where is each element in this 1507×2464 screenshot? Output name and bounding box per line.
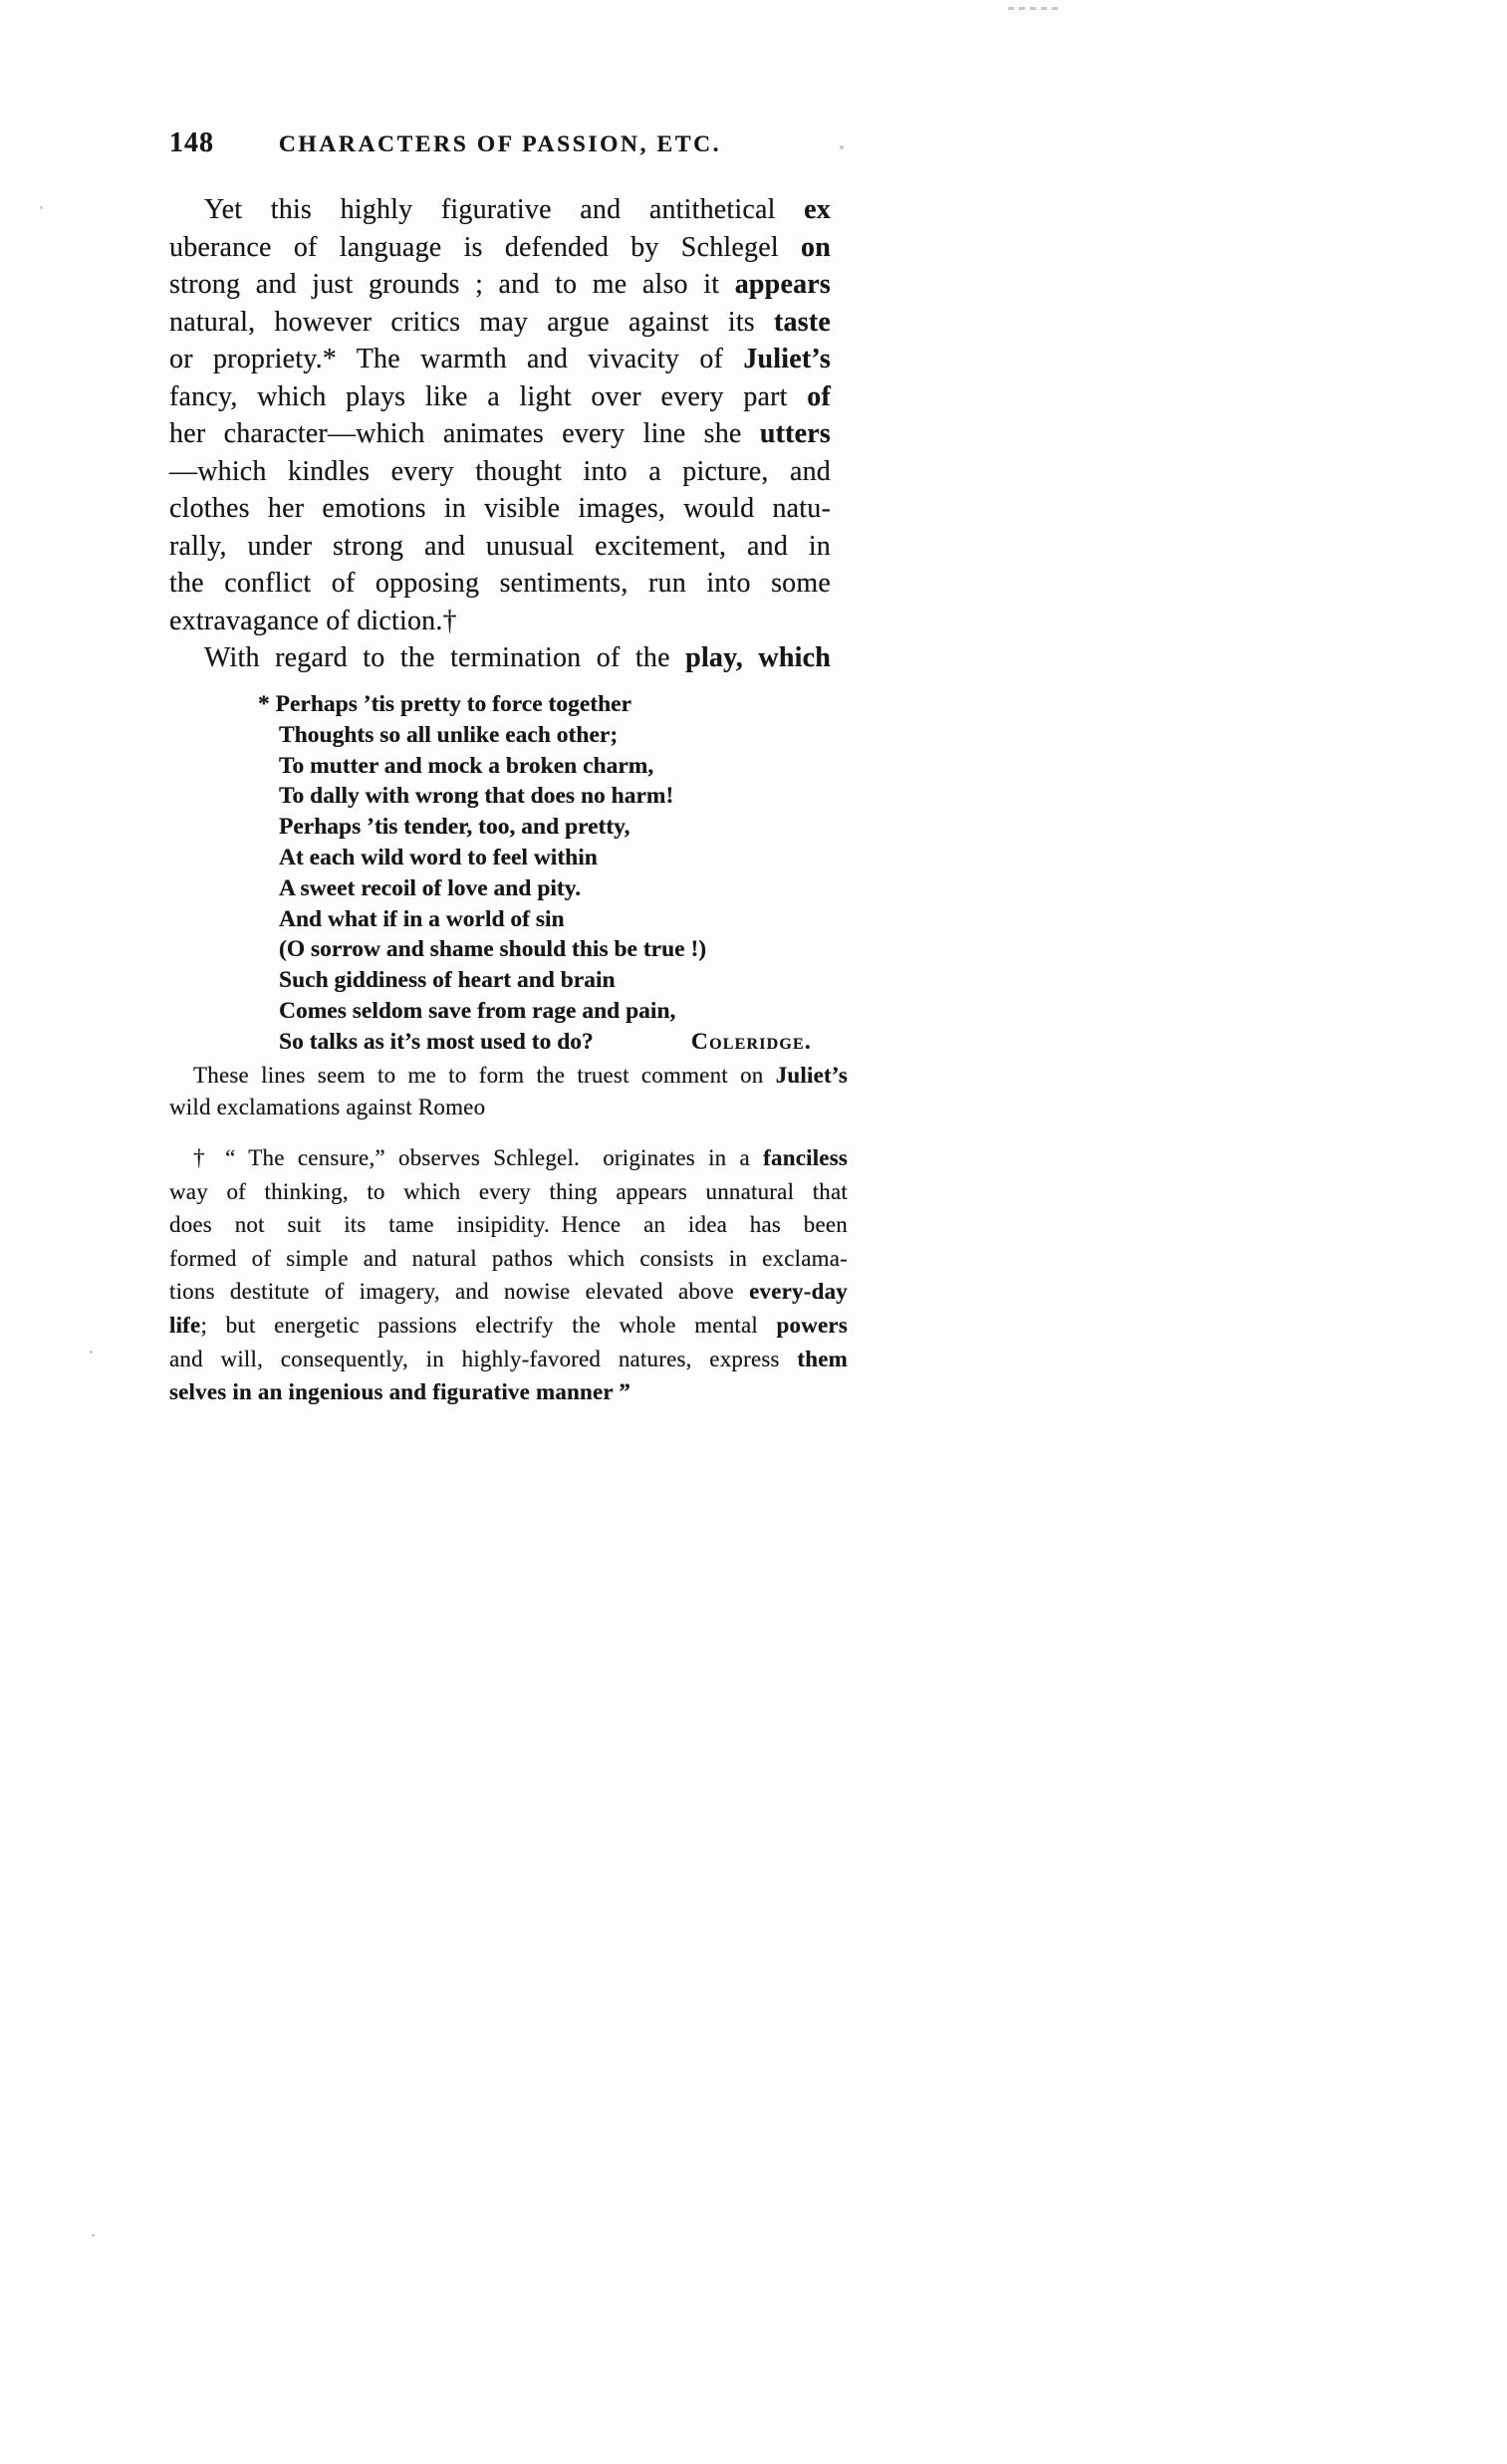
footnote-line: These lines seem to me to form the truest comment on Juliet’s (193, 1063, 848, 1088)
paragraph: With regard to the termination of the play, which (204, 642, 831, 673)
scan-artifact (840, 145, 844, 149)
footnote-line: life; but energetic passions electrify the whole mental powers (169, 1312, 848, 1338)
poem-line: Perhaps ’tis tender, too, and pretty, (279, 814, 630, 841)
poem-line: (O sorrow and shame should this be true !) (279, 936, 707, 963)
poem-line: * Perhaps ’tis pretty to force together (258, 691, 632, 717)
poem-line: And what if in a world of sin (279, 905, 565, 932)
footnote-line: does not suit its tame insipidity. Hence an idea has been (169, 1212, 848, 1238)
poem-line: Comes seldom save from rage and pain, (279, 997, 676, 1024)
text-line: extravagance of diction.† (169, 605, 457, 636)
footnote-line: † “ The censure,” observes Schlegel. originates in a fanciless (193, 1145, 848, 1170)
text-line: uberance of language is defended by Schlegel on (169, 231, 831, 263)
text-line: fancy, which plays like a light over every part of (169, 380, 831, 412)
text-line: —which kindles every thought into a picture, and (169, 455, 831, 487)
text-line: natural, however critics may argue against its taste (169, 306, 831, 338)
poem-line: To mutter and mock a broken charm, (279, 752, 654, 779)
poem-line: To dally with wrong that does no harm! (279, 783, 674, 810)
poem-line: So talks as it’s most used to do? (279, 1028, 594, 1055)
footnote-poem (258, 689, 812, 1058)
poem-line: Such giddiness of heart and brain (279, 967, 616, 994)
scan-artifact (90, 1351, 93, 1354)
scan-artifact (40, 206, 43, 209)
text-line: clothes her emotions in visible images, would natu- (169, 493, 831, 524)
running-header (169, 127, 831, 167)
footnote-line: wild exclamations against Romeo (169, 1094, 486, 1119)
poem-line: A sweet recoil of love and pity. (279, 874, 582, 901)
footnote-censure (169, 1141, 848, 1409)
text-line: Yet this highly figurative and antithetical ex (204, 194, 831, 225)
footnote-line: way of thinking, to which every thing appears unnatural that (169, 1178, 848, 1204)
poem-line: Thoughts so all unlike each other; (279, 721, 619, 748)
footnote-line: tions destitute of imagery, and nowise elevated above every-day (169, 1279, 848, 1305)
scan-artifact (1008, 7, 1062, 10)
body-text (169, 191, 831, 677)
poem-last-line (279, 1027, 812, 1058)
paragraph (169, 191, 831, 639)
footnote-line: selves in an ingenious and figurative manner ” (169, 1379, 631, 1405)
footnote-line: formed of simple and natural pathos which consists in exclama- (169, 1245, 848, 1271)
footnote-line: and will, consequently, in highly-favored natures, express them (169, 1346, 848, 1371)
text-line: her character—which animates every line she utters (169, 418, 831, 449)
running-title: CHARACTERS OF PASSION, ETC. (278, 131, 722, 157)
footnote-comment (169, 1060, 848, 1122)
page-number: 148 (169, 127, 214, 158)
poem-attribution: Coleridge. (690, 1028, 812, 1055)
scan-artifact (92, 2234, 95, 2237)
poem-lines (258, 689, 812, 1027)
text-line: or propriety.* The warmth and vivacity of Juliet’s (169, 344, 831, 374)
poem-line: At each wild word to feel within (279, 844, 598, 870)
text-line: strong and just grounds ; and to me also it appears (169, 269, 831, 300)
text-line: rally, under strong and unusual excitement, and in (169, 530, 831, 562)
text-line: the conflict of opposing sentiments, run into some (169, 568, 831, 599)
